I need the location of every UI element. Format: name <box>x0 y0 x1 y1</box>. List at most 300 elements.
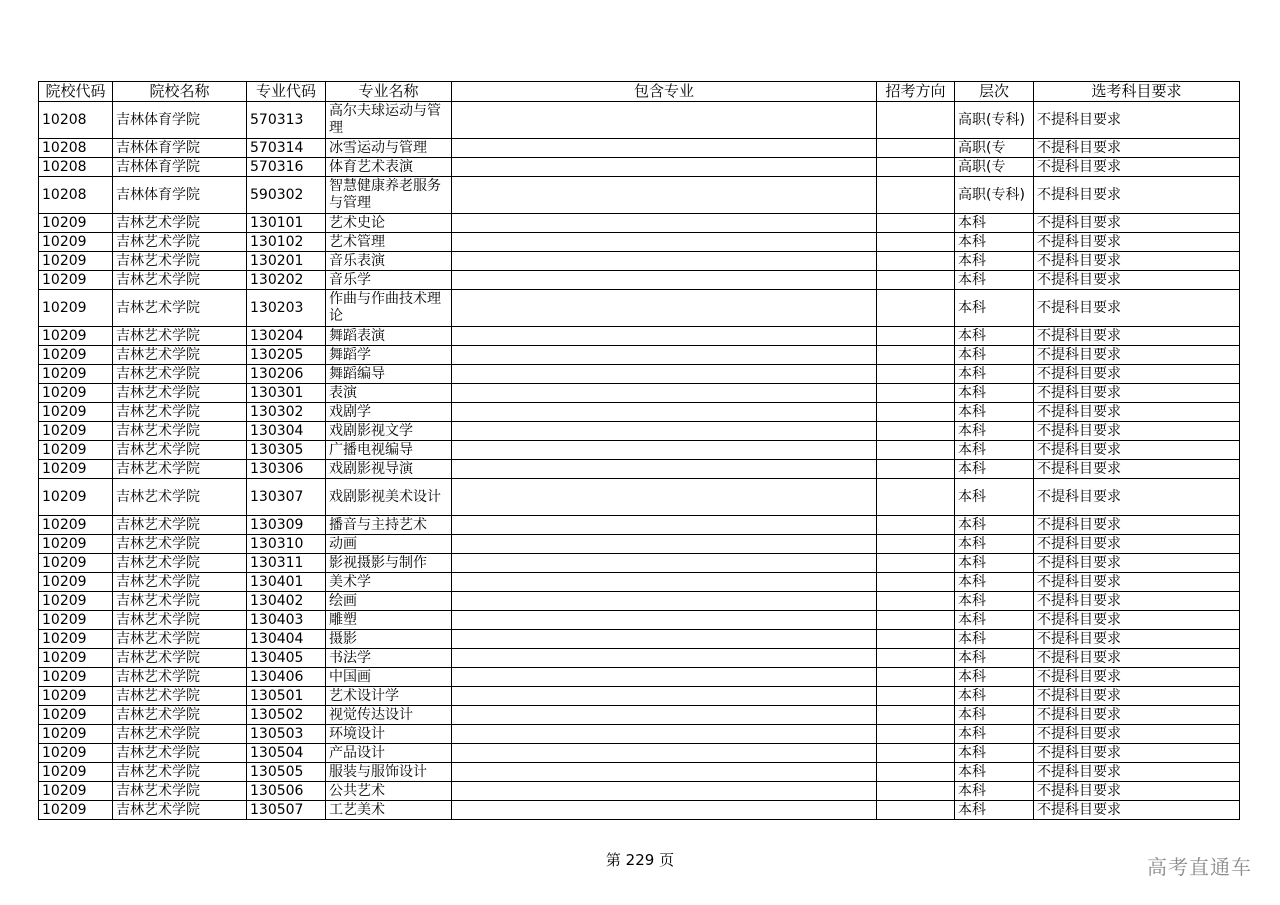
cell-level: 本科 <box>955 479 1034 516</box>
cell-school-name: 吉林艺术学院 <box>113 290 247 327</box>
cell-major-name: 产品设计 <box>326 744 452 763</box>
cell-school-name: 吉林艺术学院 <box>113 252 247 271</box>
cell-included-majors <box>452 102 877 139</box>
cell-included-majors <box>452 782 877 801</box>
cell-direction <box>877 384 955 403</box>
cell-major-name: 舞蹈学 <box>326 346 452 365</box>
cell-school-code: 10209 <box>39 744 113 763</box>
cell-included-majors <box>452 365 877 384</box>
cell-subject-requirement: 不提科目要求 <box>1034 782 1240 801</box>
cell-included-majors <box>452 327 877 346</box>
cell-major-name: 艺术管理 <box>326 233 452 252</box>
cell-major-code: 130202 <box>247 271 326 290</box>
header-row <box>39 82 1240 102</box>
cell-subject-requirement: 不提科目要求 <box>1034 801 1240 820</box>
table-row <box>39 611 1240 630</box>
table-row <box>39 139 1240 158</box>
cell-level: 本科 <box>955 422 1034 441</box>
cell-direction <box>877 102 955 139</box>
cell-level: 本科 <box>955 649 1034 668</box>
cell-subject-requirement: 不提科目要求 <box>1034 139 1240 158</box>
cell-major-code: 130307 <box>247 479 326 516</box>
cell-direction <box>877 177 955 214</box>
table-row <box>39 554 1240 573</box>
cell-school-code: 10209 <box>39 422 113 441</box>
cell-school-code: 10209 <box>39 290 113 327</box>
cell-level: 本科 <box>955 384 1034 403</box>
cell-included-majors <box>452 479 877 516</box>
table-row <box>39 763 1240 782</box>
cell-level: 本科 <box>955 801 1034 820</box>
cell-level: 本科 <box>955 365 1034 384</box>
cell-included-majors <box>452 706 877 725</box>
cell-major-code: 130504 <box>247 744 326 763</box>
header-major-name: 专业名称 <box>326 82 452 102</box>
cell-included-majors <box>452 611 877 630</box>
cell-level: 本科 <box>955 763 1034 782</box>
cell-subject-requirement: 不提科目要求 <box>1034 252 1240 271</box>
cell-major-name: 作曲与作曲技术理论 <box>326 290 452 327</box>
cell-level: 本科 <box>955 252 1034 271</box>
cell-major-code: 130302 <box>247 403 326 422</box>
cell-major-name: 绘画 <box>326 592 452 611</box>
cell-school-code: 10209 <box>39 441 113 460</box>
cell-level: 本科 <box>955 554 1034 573</box>
cell-subject-requirement: 不提科目要求 <box>1034 346 1240 365</box>
cell-school-name: 吉林艺术学院 <box>113 649 247 668</box>
cell-level: 本科 <box>955 271 1034 290</box>
cell-major-code: 130507 <box>247 801 326 820</box>
cell-school-code: 10209 <box>39 687 113 706</box>
cell-direction <box>877 782 955 801</box>
table-row <box>39 252 1240 271</box>
table-row <box>39 460 1240 479</box>
cell-subject-requirement: 不提科目要求 <box>1034 554 1240 573</box>
table-row <box>39 706 1240 725</box>
cell-major-code: 130311 <box>247 554 326 573</box>
cell-level: 本科 <box>955 290 1034 327</box>
cell-school-name: 吉林艺术学院 <box>113 479 247 516</box>
cell-level: 高职(专 <box>955 158 1034 177</box>
cell-level: 本科 <box>955 687 1034 706</box>
cell-included-majors <box>452 290 877 327</box>
cell-direction <box>877 214 955 233</box>
cell-level: 本科 <box>955 327 1034 346</box>
table-row <box>39 233 1240 252</box>
watermark: 高考直通车 <box>1147 855 1252 879</box>
cell-level: 高职(专 <box>955 139 1034 158</box>
cell-subject-requirement: 不提科目要求 <box>1034 214 1240 233</box>
cell-major-name: 高尔夫球运动与管理 <box>326 102 452 139</box>
cell-subject-requirement: 不提科目要求 <box>1034 158 1240 177</box>
cell-direction <box>877 290 955 327</box>
cell-subject-requirement: 不提科目要求 <box>1034 327 1240 346</box>
cell-school-name: 吉林体育学院 <box>113 139 247 158</box>
table-row <box>39 479 1240 516</box>
cell-school-name: 吉林艺术学院 <box>113 365 247 384</box>
cell-direction <box>877 403 955 422</box>
cell-major-name: 美术学 <box>326 573 452 592</box>
cell-level: 高职(专科) <box>955 102 1034 139</box>
cell-major-name: 表演 <box>326 384 452 403</box>
cell-major-code: 130404 <box>247 630 326 649</box>
cell-included-majors <box>452 252 877 271</box>
cell-school-name: 吉林体育学院 <box>113 177 247 214</box>
cell-school-code: 10209 <box>39 611 113 630</box>
cell-major-name: 舞蹈编导 <box>326 365 452 384</box>
cell-major-code: 130405 <box>247 649 326 668</box>
cell-school-code: 10209 <box>39 725 113 744</box>
cell-subject-requirement: 不提科目要求 <box>1034 668 1240 687</box>
cell-included-majors <box>452 403 877 422</box>
cell-included-majors <box>452 214 877 233</box>
cell-level: 本科 <box>955 668 1034 687</box>
cell-level: 本科 <box>955 744 1034 763</box>
table-row <box>39 801 1240 820</box>
cell-school-code: 10209 <box>39 649 113 668</box>
table-row <box>39 384 1240 403</box>
cell-included-majors <box>452 271 877 290</box>
cell-included-majors <box>452 649 877 668</box>
cell-major-code: 130505 <box>247 763 326 782</box>
cell-school-name: 吉林艺术学院 <box>113 706 247 725</box>
table-row <box>39 177 1240 214</box>
cell-major-code: 130304 <box>247 422 326 441</box>
table-row <box>39 102 1240 139</box>
cell-direction <box>877 365 955 384</box>
cell-school-name: 吉林艺术学院 <box>113 214 247 233</box>
cell-direction <box>877 649 955 668</box>
table-row <box>39 573 1240 592</box>
cell-included-majors <box>452 801 877 820</box>
cell-major-code: 130401 <box>247 573 326 592</box>
cell-major-name: 智慧健康养老服务与管理 <box>326 177 452 214</box>
header-school-name: 院校名称 <box>113 82 247 102</box>
cell-included-majors <box>452 177 877 214</box>
cell-included-majors <box>452 346 877 365</box>
admissions-table <box>38 81 1240 820</box>
cell-school-code: 10209 <box>39 214 113 233</box>
cell-school-name: 吉林艺术学院 <box>113 554 247 573</box>
cell-school-name: 吉林艺术学院 <box>113 460 247 479</box>
cell-included-majors <box>452 668 877 687</box>
cell-school-code: 10209 <box>39 592 113 611</box>
cell-direction <box>877 763 955 782</box>
cell-major-code: 130402 <box>247 592 326 611</box>
cell-subject-requirement: 不提科目要求 <box>1034 573 1240 592</box>
cell-major-code: 130301 <box>247 384 326 403</box>
cell-major-name: 中国画 <box>326 668 452 687</box>
table-body <box>39 102 1240 820</box>
header-included-majors: 包含专业 <box>452 82 877 102</box>
cell-school-code: 10209 <box>39 573 113 592</box>
table-row <box>39 782 1240 801</box>
cell-school-code: 10209 <box>39 801 113 820</box>
cell-subject-requirement: 不提科目要求 <box>1034 177 1240 214</box>
cell-subject-requirement: 不提科目要求 <box>1034 441 1240 460</box>
cell-school-name: 吉林体育学院 <box>113 102 247 139</box>
cell-school-name: 吉林艺术学院 <box>113 441 247 460</box>
cell-level: 本科 <box>955 441 1034 460</box>
cell-major-name: 戏剧影视文学 <box>326 422 452 441</box>
table-row <box>39 403 1240 422</box>
cell-major-code: 130309 <box>247 516 326 535</box>
header-school-code: 院校代码 <box>39 82 113 102</box>
cell-subject-requirement: 不提科目要求 <box>1034 365 1240 384</box>
cell-included-majors <box>452 554 877 573</box>
cell-subject-requirement: 不提科目要求 <box>1034 422 1240 441</box>
cell-school-code: 10209 <box>39 365 113 384</box>
cell-school-code: 10209 <box>39 479 113 516</box>
cell-included-majors <box>452 763 877 782</box>
cell-direction <box>877 554 955 573</box>
cell-major-code: 130506 <box>247 782 326 801</box>
cell-subject-requirement: 不提科目要求 <box>1034 460 1240 479</box>
cell-school-name: 吉林艺术学院 <box>113 763 247 782</box>
cell-major-name: 工艺美术 <box>326 801 452 820</box>
cell-included-majors <box>452 687 877 706</box>
cell-subject-requirement: 不提科目要求 <box>1034 290 1240 327</box>
cell-school-name: 吉林艺术学院 <box>113 668 247 687</box>
cell-level: 本科 <box>955 725 1034 744</box>
cell-direction <box>877 479 955 516</box>
cell-major-name: 艺术史论 <box>326 214 452 233</box>
cell-subject-requirement: 不提科目要求 <box>1034 403 1240 422</box>
cell-major-code: 130204 <box>247 327 326 346</box>
cell-level: 本科 <box>955 346 1034 365</box>
cell-included-majors <box>452 422 877 441</box>
cell-major-code: 130205 <box>247 346 326 365</box>
cell-major-name: 音乐表演 <box>326 252 452 271</box>
cell-school-code: 10209 <box>39 271 113 290</box>
cell-school-name: 吉林艺术学院 <box>113 687 247 706</box>
cell-direction <box>877 422 955 441</box>
cell-school-code: 10208 <box>39 102 113 139</box>
cell-subject-requirement: 不提科目要求 <box>1034 233 1240 252</box>
cell-included-majors <box>452 573 877 592</box>
cell-direction <box>877 630 955 649</box>
cell-subject-requirement: 不提科目要求 <box>1034 102 1240 139</box>
cell-major-code: 130101 <box>247 214 326 233</box>
cell-major-name: 摄影 <box>326 630 452 649</box>
cell-major-name: 冰雪运动与管理 <box>326 139 452 158</box>
table-row <box>39 290 1240 327</box>
cell-major-name: 戏剧影视美术设计 <box>326 479 452 516</box>
header-direction: 招考方向 <box>877 82 955 102</box>
cell-major-name: 舞蹈表演 <box>326 327 452 346</box>
cell-included-majors <box>452 516 877 535</box>
table-row <box>39 516 1240 535</box>
cell-direction <box>877 687 955 706</box>
table-row <box>39 441 1240 460</box>
cell-subject-requirement: 不提科目要求 <box>1034 649 1240 668</box>
cell-school-code: 10209 <box>39 554 113 573</box>
cell-subject-requirement: 不提科目要求 <box>1034 479 1240 516</box>
cell-major-code: 570313 <box>247 102 326 139</box>
cell-direction <box>877 158 955 177</box>
cell-school-code: 10209 <box>39 516 113 535</box>
cell-major-name: 视觉传达设计 <box>326 706 452 725</box>
cell-major-code: 130203 <box>247 290 326 327</box>
cell-level: 本科 <box>955 630 1034 649</box>
table-row <box>39 535 1240 554</box>
cell-school-code: 10209 <box>39 630 113 649</box>
table-row <box>39 687 1240 706</box>
cell-school-code: 10209 <box>39 327 113 346</box>
cell-direction <box>877 744 955 763</box>
cell-subject-requirement: 不提科目要求 <box>1034 706 1240 725</box>
header-major-code: 专业代码 <box>247 82 326 102</box>
cell-level: 本科 <box>955 706 1034 725</box>
cell-level: 本科 <box>955 403 1034 422</box>
cell-school-code: 10209 <box>39 535 113 554</box>
cell-direction <box>877 573 955 592</box>
cell-major-name: 影视摄影与制作 <box>326 554 452 573</box>
cell-major-name: 书法学 <box>326 649 452 668</box>
cell-subject-requirement: 不提科目要求 <box>1034 384 1240 403</box>
cell-school-code: 10209 <box>39 782 113 801</box>
cell-direction <box>877 252 955 271</box>
cell-major-name: 体育艺术表演 <box>326 158 452 177</box>
cell-major-name: 戏剧学 <box>326 403 452 422</box>
cell-school-name: 吉林艺术学院 <box>113 403 247 422</box>
table-row <box>39 630 1240 649</box>
cell-school-name: 吉林艺术学院 <box>113 384 247 403</box>
cell-school-name: 吉林艺术学院 <box>113 233 247 252</box>
table-row <box>39 327 1240 346</box>
cell-included-majors <box>452 441 877 460</box>
cell-major-name: 戏剧影视导演 <box>326 460 452 479</box>
header-level: 层次 <box>955 82 1034 102</box>
cell-subject-requirement: 不提科目要求 <box>1034 744 1240 763</box>
cell-school-name: 吉林艺术学院 <box>113 535 247 554</box>
header-subject-requirement: 选考科目要求 <box>1034 82 1240 102</box>
cell-direction <box>877 668 955 687</box>
cell-subject-requirement: 不提科目要求 <box>1034 516 1240 535</box>
cell-included-majors <box>452 233 877 252</box>
cell-major-code: 130310 <box>247 535 326 554</box>
cell-school-name: 吉林艺术学院 <box>113 346 247 365</box>
cell-level: 本科 <box>955 460 1034 479</box>
cell-level: 本科 <box>955 233 1034 252</box>
cell-school-name: 吉林艺术学院 <box>113 801 247 820</box>
cell-school-name: 吉林艺术学院 <box>113 744 247 763</box>
cell-school-name: 吉林艺术学院 <box>113 592 247 611</box>
cell-school-code: 10209 <box>39 460 113 479</box>
cell-direction <box>877 346 955 365</box>
cell-major-code: 130406 <box>247 668 326 687</box>
cell-major-code: 590302 <box>247 177 326 214</box>
cell-major-name: 服装与服饰设计 <box>326 763 452 782</box>
cell-major-name: 广播电视编导 <box>326 441 452 460</box>
cell-included-majors <box>452 139 877 158</box>
cell-major-code: 130403 <box>247 611 326 630</box>
cell-direction <box>877 233 955 252</box>
cell-direction <box>877 327 955 346</box>
cell-level: 本科 <box>955 592 1034 611</box>
cell-direction <box>877 441 955 460</box>
cell-major-code: 130305 <box>247 441 326 460</box>
table-row <box>39 346 1240 365</box>
cell-included-majors <box>452 535 877 554</box>
cell-major-code: 130306 <box>247 460 326 479</box>
cell-school-code: 10209 <box>39 346 113 365</box>
table-row <box>39 649 1240 668</box>
cell-school-code: 10209 <box>39 403 113 422</box>
cell-school-name: 吉林艺术学院 <box>113 422 247 441</box>
cell-included-majors <box>452 592 877 611</box>
cell-major-name: 公共艺术 <box>326 782 452 801</box>
cell-direction <box>877 139 955 158</box>
cell-school-code: 10208 <box>39 139 113 158</box>
cell-level: 本科 <box>955 573 1034 592</box>
cell-major-code: 130501 <box>247 687 326 706</box>
cell-level: 本科 <box>955 516 1034 535</box>
cell-school-code: 10209 <box>39 233 113 252</box>
cell-major-code: 570314 <box>247 139 326 158</box>
cell-subject-requirement: 不提科目要求 <box>1034 763 1240 782</box>
cell-major-name: 艺术设计学 <box>326 687 452 706</box>
cell-included-majors <box>452 158 877 177</box>
cell-school-code: 10209 <box>39 252 113 271</box>
table-row <box>39 725 1240 744</box>
cell-level: 本科 <box>955 214 1034 233</box>
cell-school-code: 10208 <box>39 177 113 214</box>
cell-school-name: 吉林艺术学院 <box>113 611 247 630</box>
cell-school-code: 10209 <box>39 668 113 687</box>
table-row <box>39 365 1240 384</box>
cell-included-majors <box>452 460 877 479</box>
cell-level: 本科 <box>955 782 1034 801</box>
table-row <box>39 158 1240 177</box>
cell-school-code: 10209 <box>39 706 113 725</box>
cell-school-code: 10209 <box>39 384 113 403</box>
cell-level: 本科 <box>955 535 1034 554</box>
table-row <box>39 214 1240 233</box>
cell-major-name: 雕塑 <box>326 611 452 630</box>
cell-major-name: 动画 <box>326 535 452 554</box>
cell-school-name: 吉林艺术学院 <box>113 725 247 744</box>
cell-school-name: 吉林艺术学院 <box>113 782 247 801</box>
cell-school-name: 吉林艺术学院 <box>113 327 247 346</box>
table-row <box>39 592 1240 611</box>
table-row <box>39 422 1240 441</box>
cell-major-code: 130502 <box>247 706 326 725</box>
cell-level: 高职(专科) <box>955 177 1034 214</box>
cell-school-name: 吉林艺术学院 <box>113 573 247 592</box>
cell-included-majors <box>452 630 877 649</box>
cell-direction <box>877 725 955 744</box>
cell-school-code: 10209 <box>39 763 113 782</box>
cell-included-majors <box>452 744 877 763</box>
cell-direction <box>877 801 955 820</box>
cell-major-code: 130201 <box>247 252 326 271</box>
cell-subject-requirement: 不提科目要求 <box>1034 611 1240 630</box>
cell-major-name: 音乐学 <box>326 271 452 290</box>
cell-major-code: 130102 <box>247 233 326 252</box>
cell-subject-requirement: 不提科目要求 <box>1034 271 1240 290</box>
table-row <box>39 668 1240 687</box>
table-row <box>39 744 1240 763</box>
table-row <box>39 271 1240 290</box>
cell-subject-requirement: 不提科目要求 <box>1034 725 1240 744</box>
page-number: 第 229 页 <box>605 851 675 869</box>
cell-major-code: 130503 <box>247 725 326 744</box>
cell-school-name: 吉林艺术学院 <box>113 630 247 649</box>
cell-direction <box>877 706 955 725</box>
cell-included-majors <box>452 384 877 403</box>
cell-direction <box>877 611 955 630</box>
